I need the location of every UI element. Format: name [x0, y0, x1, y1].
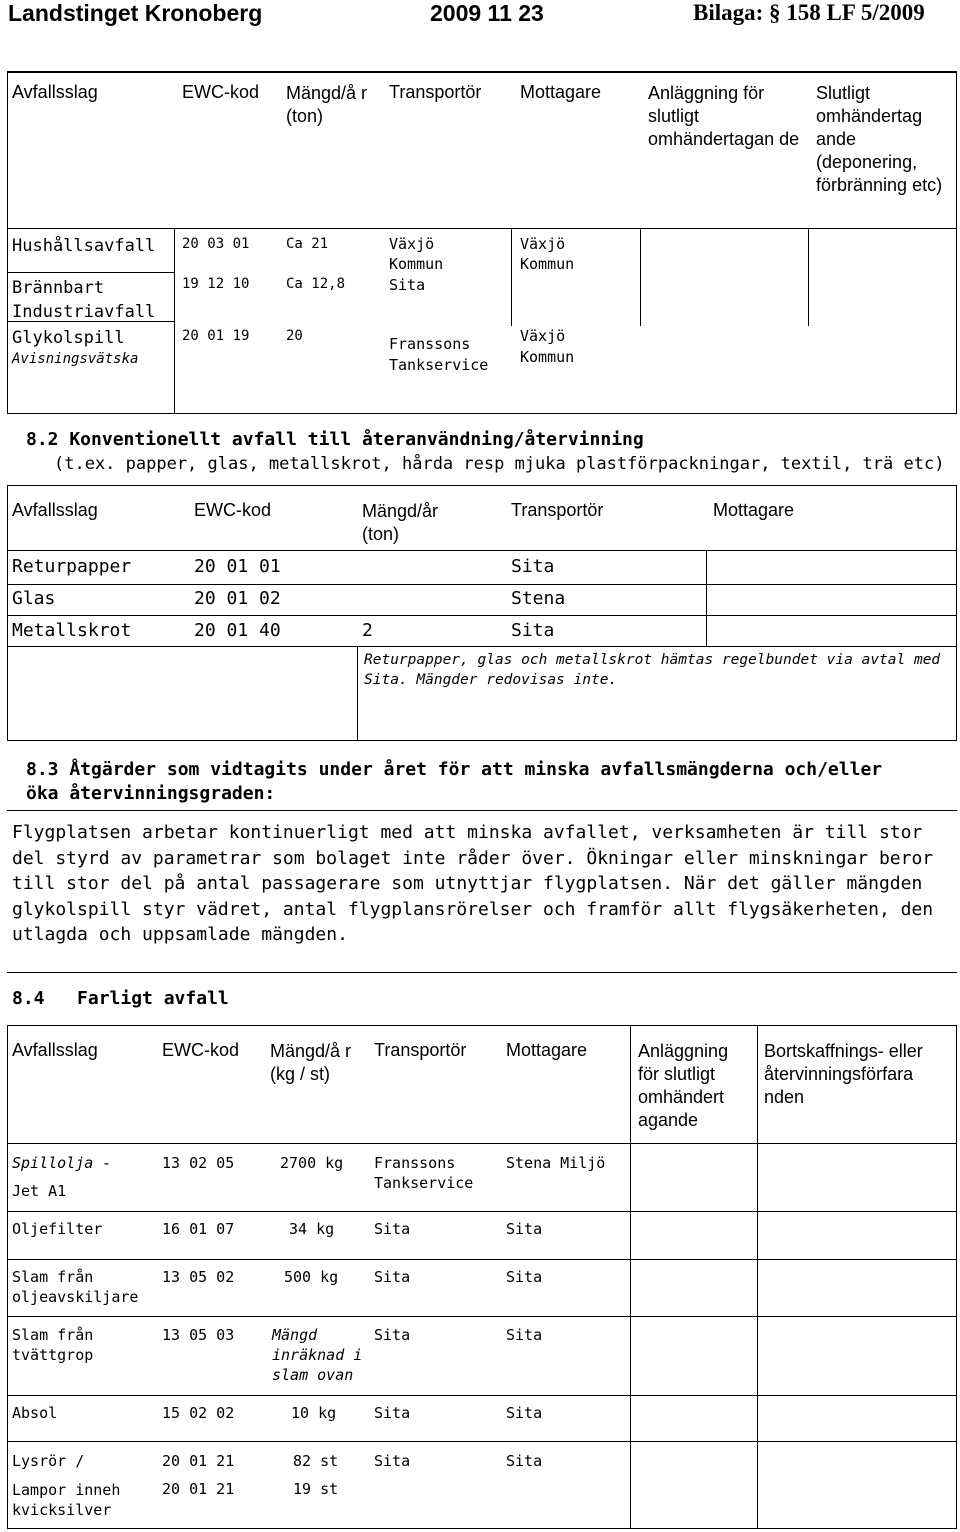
transporter: Sita	[374, 1220, 411, 1238]
section-body-8-3: Flygplatsen arbetar kontinuerligt med att minska avfallet, verksamheten är till stor del styrd av parametrar som bolaget inte råder över. Ökningar eller minskningar beror till stor del på antal passagerare som utnyttjar flygplatsen. När det gäller mängden glykolspill styr vädret, antal flygplansrörelser och framför allt flygsäkerheten, den utlagda och uppsamlade mängden.	[12, 822, 934, 946]
col-header-receiver: Mottagare	[520, 82, 602, 102]
ewc-code: 16 01 07	[162, 1220, 235, 1238]
amount: Ca 21	[286, 236, 329, 252]
waste-type-detail: Jet A1	[12, 1182, 67, 1200]
amount: 2	[362, 620, 373, 641]
receiver: Sita	[506, 1268, 543, 1286]
col-header-receiver: Mottagare	[713, 500, 795, 520]
ewc-code: 13 05 02	[162, 1268, 235, 1286]
ewc-code-second: 20 01 21	[162, 1480, 235, 1498]
receiver: Sita	[506, 1404, 543, 1422]
transporter: Stena	[511, 588, 566, 609]
transporter: Sita	[374, 1326, 411, 1344]
receiver: Stena Miljö	[506, 1154, 606, 1172]
ewc-code: 20 01 40	[194, 620, 281, 641]
ewc-code: 20 01 02	[194, 588, 281, 609]
ewc-code: 20 01 21	[162, 1452, 235, 1470]
waste-type: Metallskrot	[12, 620, 132, 641]
transporter: Sita	[511, 620, 555, 641]
amount: 82 st	[293, 1452, 339, 1470]
transporter: Sita	[374, 1268, 411, 1286]
section-title-8-2: 8.2 Konventionellt avfall till återanvändning/återvinning	[26, 429, 644, 450]
waste-type: Glas	[12, 588, 56, 609]
table-note: Returpapper, glas och metallskrot hämtas regelbundet via avtal med Sita. Mängder redovisas inte.	[364, 652, 941, 688]
col-header-final-treatment: Slutligt omhändertag ande (deponering, förbränning etc)	[816, 83, 943, 195]
col-header-ewc-code: EWC-kod	[194, 500, 272, 520]
waste-type: Slam från oljeavskiljare	[12, 1268, 139, 1306]
col-header-waste-type: Avfallsslag	[12, 500, 98, 520]
waste-subtype: Avisningsvätska	[12, 351, 139, 367]
receiver: Sita	[506, 1220, 543, 1238]
col-header-transporter: Transportör	[511, 500, 604, 520]
ewc-code: 20 01 01	[194, 556, 281, 577]
transporter: Sita	[374, 1404, 411, 1422]
section-subtitle-8-2: (t.ex. papper, glas, metallskrot, hårda resp mjuka plastförpackningar, textil, trä etc)	[54, 454, 945, 474]
col-header-receiver: Mottagare	[506, 1040, 588, 1060]
waste-type: Spillolja -	[12, 1154, 112, 1172]
waste-type: Lysrör /	[12, 1452, 85, 1470]
header-reference: Bilaga: § 158 LF 5/2009	[693, 0, 925, 25]
col-header-ewc-code: EWC-kod	[162, 1040, 240, 1060]
ewc-code: 13 02 05	[162, 1154, 235, 1172]
section-title-8-4: 8.4 Farligt avfall	[12, 988, 229, 1009]
col-header-final-facility: Anläggning för slutligt omhändertagan de	[648, 83, 800, 149]
ewc-code: 20 01 19	[182, 328, 250, 344]
waste-type-detail: Lampor inneh kvicksilver	[12, 1481, 121, 1519]
header-date: 2009 11 23	[430, 0, 544, 26]
amount: 500 kg	[284, 1268, 339, 1286]
section-title-8-3: 8.3 Åtgärder som vidtagits under året för att minska avfallsmängderna och/eller öka återvinningsgraden:	[26, 759, 883, 804]
col-header-waste-type: Avfallsslag	[12, 1040, 98, 1060]
receiver: Växjö Kommun	[520, 327, 575, 366]
amount: 10 kg	[291, 1404, 337, 1422]
transporter: Sita	[389, 276, 426, 294]
col-header-transporter: Transportör	[389, 82, 482, 102]
col-header-amount: Mängd/å r (ton)	[286, 83, 368, 126]
transporter: Franssons Tankservice	[374, 1154, 474, 1192]
col-header-transporter: Transportör	[374, 1040, 467, 1060]
header-org: Landstinget Kronoberg	[8, 0, 263, 26]
receiver: Sita	[506, 1452, 543, 1470]
amount: Ca 12,8	[286, 276, 346, 292]
transporter: Sita	[374, 1452, 411, 1470]
waste-type: Hushållsavfall	[12, 236, 156, 256]
receiver: Växjö Kommun	[520, 235, 575, 273]
waste-type: Brännbart Industriavfall	[12, 278, 156, 322]
ewc-code: 13 05 03	[162, 1326, 235, 1344]
transporter: Växjö Kommun	[389, 235, 444, 273]
ewc-code: 19 12 10	[182, 276, 250, 292]
receiver: Sita	[506, 1326, 543, 1344]
waste-type: Slam från tvättgrop	[12, 1326, 94, 1364]
amount: Mängd inräknad i slam ovan	[272, 1326, 363, 1384]
waste-type: Oljefilter	[12, 1220, 103, 1238]
ewc-code: 20 03 01	[182, 236, 250, 252]
col-header-ewc-code: EWC-kod	[182, 82, 260, 102]
col-header-final-facility: Anläggning för slutligt omhändert agande	[638, 1041, 729, 1130]
waste-type: Glykolspill	[12, 328, 125, 348]
transporter: Franssons Tankservice	[389, 335, 489, 374]
waste-type: Returpapper	[12, 556, 132, 577]
amount-second: 19 st	[293, 1480, 339, 1498]
transporter: Sita	[511, 556, 555, 577]
col-header-disposal-method: Bortskaffnings- eller återvinningsförfara nden	[764, 1041, 923, 1107]
col-header-amount: Mängd/år (ton)	[362, 501, 439, 544]
amount: 34 kg	[289, 1220, 335, 1238]
amount: 2700 kg	[280, 1154, 344, 1172]
amount: 20	[286, 328, 303, 344]
col-header-amount: Mängd/å r (kg / st)	[270, 1041, 352, 1084]
col-header-waste-type: Avfallsslag	[12, 82, 98, 102]
ewc-code: 15 02 02	[162, 1404, 235, 1422]
waste-type: Absol	[12, 1404, 58, 1422]
